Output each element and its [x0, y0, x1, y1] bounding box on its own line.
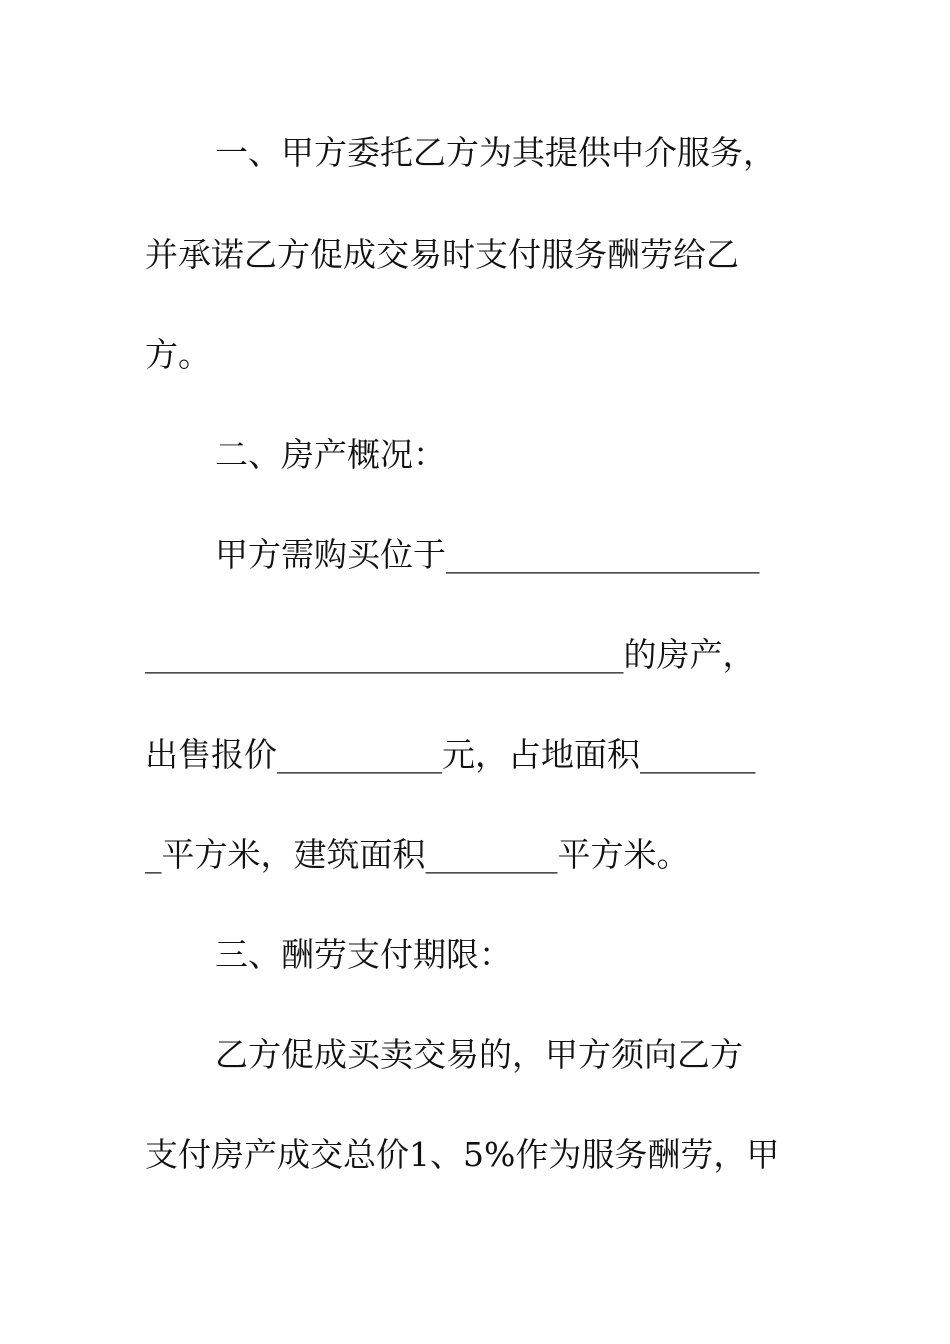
- payment-term-line-2: 支付房产成交总价1、5%作为服务酬劳，甲: [145, 1135, 780, 1174]
- payment-term-line-1: 乙方促成买卖交易的，甲方须向乙方: [215, 1035, 743, 1074]
- section-2-heading: 二、房产概况：: [215, 435, 446, 474]
- clause-1-line-1: 一、甲方委托乙方为其提供中介服务，: [215, 133, 776, 172]
- price-area-line: 出售报价__________元，占地面积_______: [145, 735, 756, 774]
- clause-1-line-3: 方。: [145, 335, 211, 374]
- clause-1-line-2: 并承诺乙方促成交易时支付服务酬劳给乙: [145, 235, 739, 274]
- property-location-line-2: _____________________________的房产，: [145, 635, 756, 674]
- building-area-line: _平方米，建筑面积________平方米。: [145, 835, 690, 874]
- section-3-heading: 三、酬劳支付期限：: [215, 935, 512, 974]
- property-location-line-1: 甲方需购买位于___________________: [215, 535, 760, 574]
